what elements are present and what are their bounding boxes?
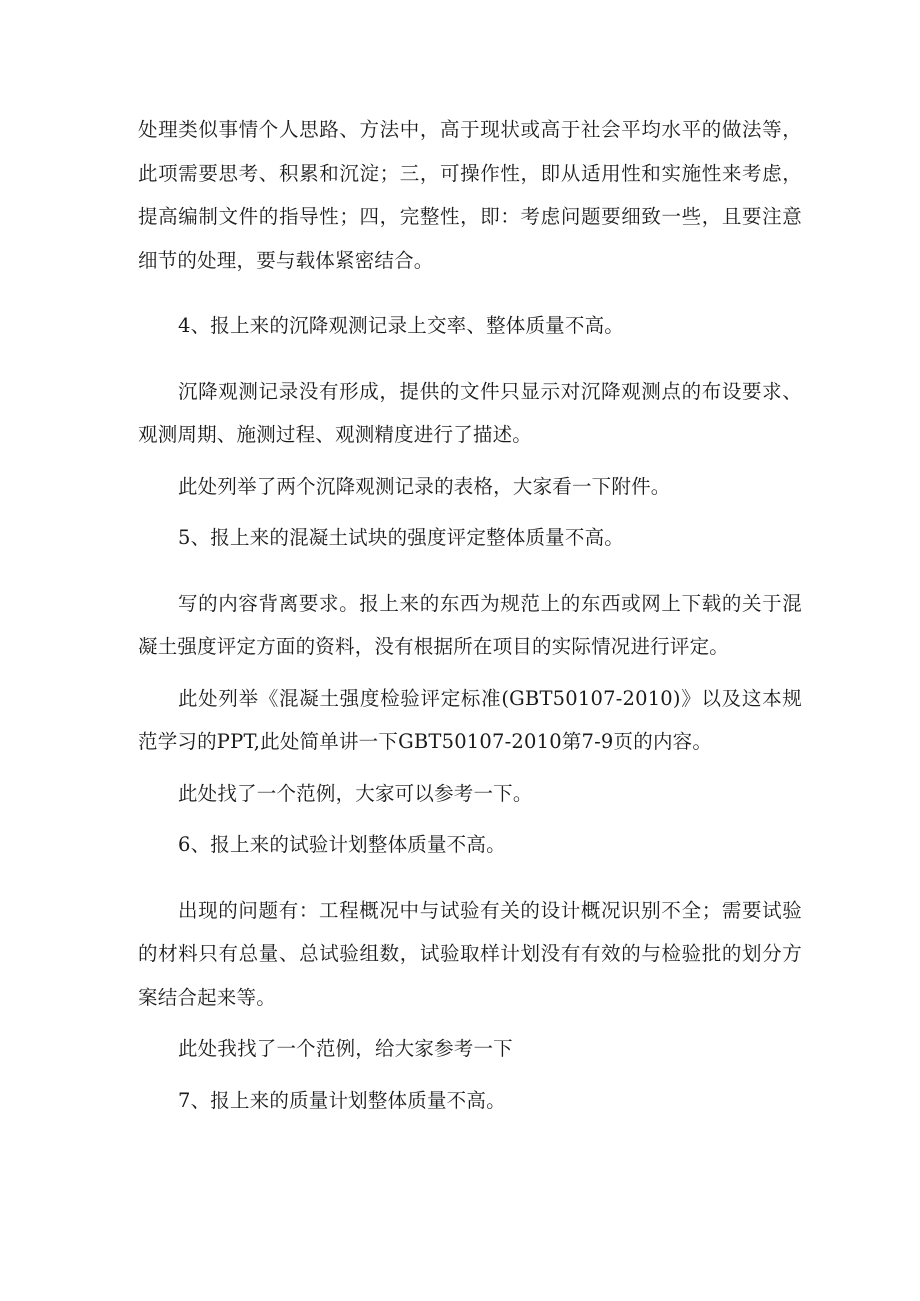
- paragraph-concrete-example: 此处找了一个范例，大家可以参考一下。: [177, 781, 533, 805]
- paragraph-concrete-content: 写的内容背离要求。报上来的东西为规范上的东西或网上下载的关于混凝土强度评定方面的资料，没有根据所在项目的实际情况进行评定。: [138, 591, 802, 658]
- paragraph-test-plan-issues: 出现的问题有：工程概况中与试验有关的设计概况识别不全；需要试验的材料只有总量、总试验组数，试验取样计划没有有效的与检验批的划分方案结合起来等。: [138, 898, 802, 1009]
- heading-item-7: 7、报上来的质量计划整体质量不高。: [177, 1088, 506, 1112]
- paragraph-continuation: 处理类似事情个人思路、方法中，高于现状或高于社会平均水平的做法等，此项需要思考、积累和沉淀；三，可操作性，即从适用性和实施性来考虑，提高编制文件的指导性；四，完整性，即：考虑问题要细致一些，且要注意细节的处理，要与载体紧密结合。: [138, 118, 802, 272]
- heading-item-5: 5、报上来的混凝土试块的强度评定整体质量不高。: [177, 526, 624, 549]
- paragraph-settlement-example: 此处列举了两个沉降观测记录的表格，大家看一下附件。: [177, 474, 671, 498]
- heading-item-4: 4、报上来的沉降观测记录上交率、整体质量不高。: [177, 314, 624, 337]
- document-body: [138, 108, 802, 1122]
- paragraph-settlement-record: 沉降观测记录没有形成，提供的文件只显示对沉降观测点的布设要求、观测周期、施测过程、观测精度进行了描述。: [138, 379, 802, 446]
- heading-item-6: 6、报上来的试验计划整体质量不高。: [177, 833, 506, 856]
- paragraph-test-plan-example: 此处我找了一个范例，给大家参考一下: [177, 1037, 513, 1060]
- paragraph-concrete-standard: 此处列举《混凝土强度检验评定标准(GBT50107-2010)》以及这本规范学习的PPT,此处简单讲一下GBT50107-2010第7-9页的内容。: [138, 686, 802, 753]
